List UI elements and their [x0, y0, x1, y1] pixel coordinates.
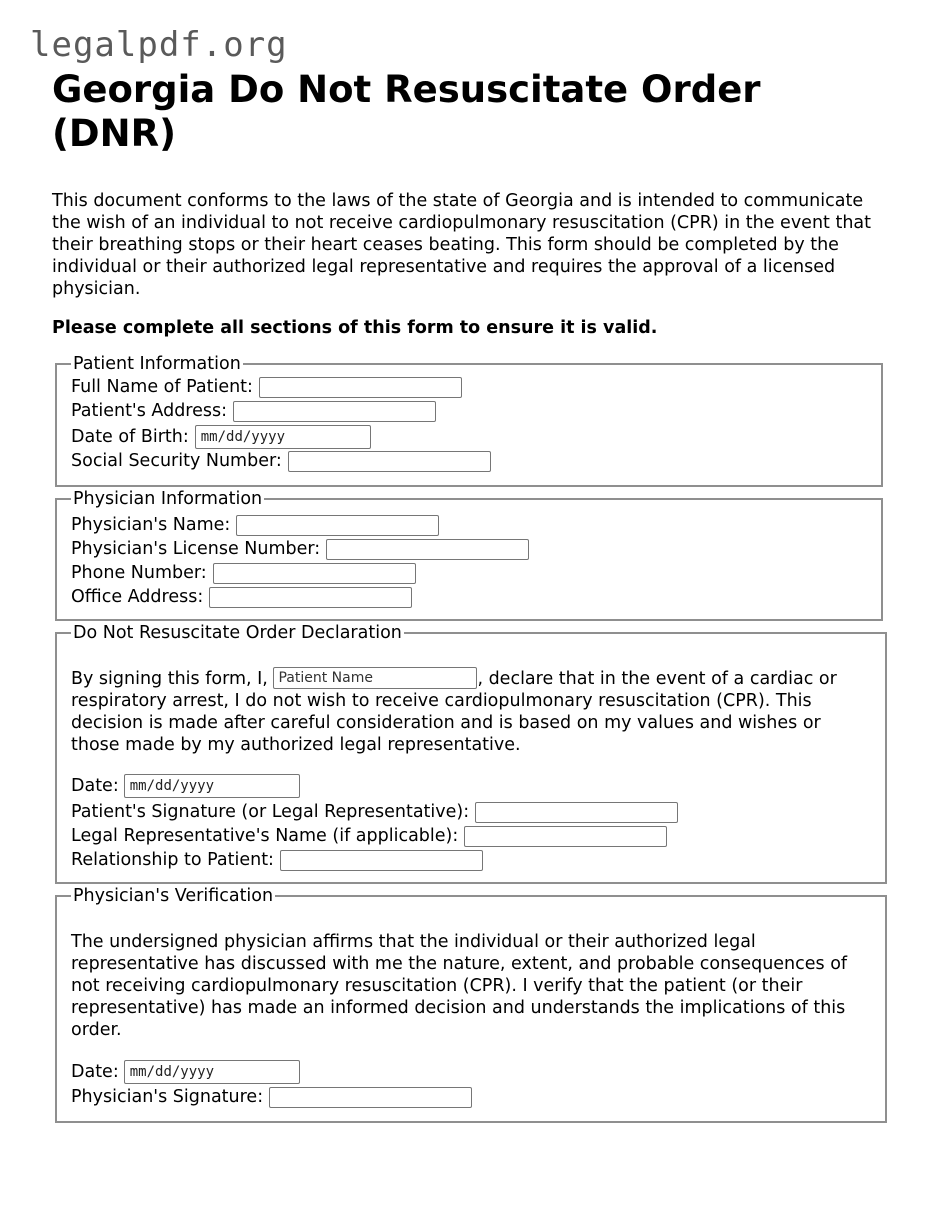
address-row: [71, 399, 867, 423]
rep-name-row: [71, 824, 871, 848]
address-input[interactable]: [233, 401, 436, 422]
dob-input[interactable]: mm/dd/yyyy: [195, 425, 371, 449]
rep-name-label: Legal Representative's Name (if applicable):: [71, 826, 459, 846]
verification-section: [55, 886, 887, 1123]
phone-label: Phone Number:: [71, 563, 207, 583]
physician-signature-input[interactable]: [269, 1087, 472, 1108]
declaration-paragraph: [71, 668, 871, 756]
patient-information-legend: Patient Information: [73, 354, 241, 374]
physician-name-input[interactable]: [236, 515, 439, 536]
full-name-row: [71, 375, 867, 399]
license-row: [71, 537, 867, 561]
declaration-date-row: [71, 774, 871, 798]
relationship-label: Relationship to Patient:: [71, 850, 274, 870]
physician-signature-row: [71, 1085, 871, 1109]
declaration-text-after: , declare that in the event of a cardiac or respiratory arrest, I do not wish to receive cardiopulmonary resuscitation (CPR). This decision is made after careful consideration and is based on my values and wishes or those made by my authorized legal representative.: [71, 669, 837, 755]
declaration-text-before: By signing this form, I,: [71, 669, 268, 689]
patient-signature-input[interactable]: [475, 802, 678, 823]
ssn-label: Social Security Number:: [71, 451, 282, 471]
physician-information-legend: Physician Information: [73, 489, 263, 509]
page-title: Georgia Do Not Resuscitate Order (DNR): [52, 68, 761, 155]
declaration-date-input[interactable]: mm/dd/yyyy: [124, 774, 300, 798]
patient-name-input[interactable]: Patient Name: [273, 667, 477, 689]
declaration-date-label: Date:: [71, 776, 119, 796]
physician-information-section: [55, 489, 883, 621]
patient-signature-row: [71, 800, 871, 824]
intro-paragraph: This document conforms to the laws of the state of Georgia and is intended to communicate the wish of an individual to not receive cardiopulmonary resuscitation (CPR) in the event that their breathing stops or their heart ceases beating. This form should be completed by the individual or their authorized legal representative and requires the approval of a licensed physician.: [52, 191, 871, 299]
full-name-label: Full Name of Patient:: [71, 377, 253, 397]
rep-name-input[interactable]: [464, 826, 667, 847]
verification-paragraph: The undersigned physician affirms that the individual or their authorized legal representative has discussed with me the nature, extent, and probable consequences of not receiving cardiopulmonary resuscitation (CPR). I verify that the patient (or their representative) has made an informed decision and understands the implications of this order.: [71, 932, 848, 1040]
license-input[interactable]: [326, 539, 529, 560]
document-page: [52, 68, 882, 1123]
address-label: Patient's Address:: [71, 401, 228, 421]
office-label: Office Address:: [71, 587, 204, 607]
office-row: [71, 585, 867, 609]
dob-row: [71, 425, 867, 449]
declaration-section: [55, 623, 887, 884]
license-label: Physician's License Number:: [71, 539, 321, 559]
physician-name-label: Physician's Name:: [71, 515, 231, 535]
verification-date-row: [71, 1060, 871, 1084]
physician-signature-label: Physician's Signature:: [71, 1087, 264, 1107]
ssn-input[interactable]: [288, 451, 491, 472]
relationship-row: [71, 848, 871, 872]
verification-legend: Physician's Verification: [73, 886, 274, 906]
phone-row: [71, 561, 867, 585]
patient-signature-label: Patient's Signature (or Legal Representative):: [71, 802, 470, 822]
full-name-input[interactable]: [259, 377, 462, 398]
verification-date-label: Date:: [71, 1062, 119, 1082]
phone-input[interactable]: [213, 563, 416, 584]
declaration-legend: Do Not Resuscitate Order Declaration: [73, 623, 402, 643]
physician-name-row: [71, 513, 867, 537]
dob-label: Date of Birth:: [71, 427, 189, 447]
verification-date-input[interactable]: mm/dd/yyyy: [124, 1060, 300, 1084]
relationship-input[interactable]: [280, 850, 483, 871]
watermark: legalpdf.org: [30, 25, 288, 65]
instruction-text: Please complete all sections of this form to ensure it is valid.: [52, 318, 658, 338]
ssn-row: [71, 449, 867, 473]
patient-information-section: [55, 354, 883, 487]
office-input[interactable]: [209, 587, 412, 608]
